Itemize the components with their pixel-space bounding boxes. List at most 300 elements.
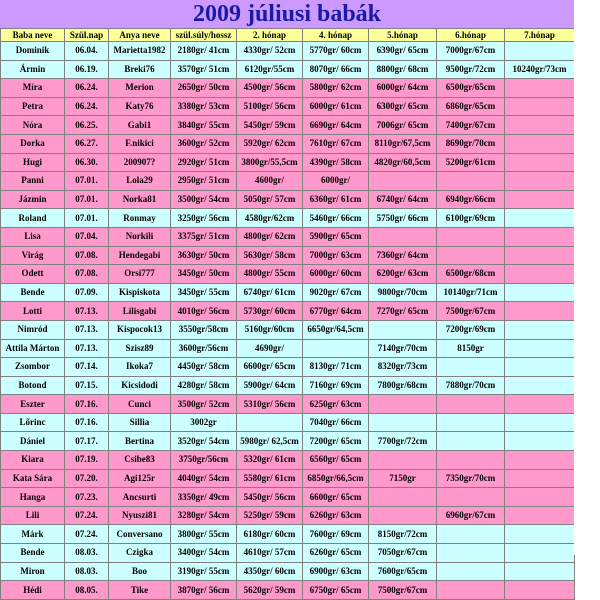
- cell-birthday[interactable]: 06.30.: [65, 153, 109, 172]
- cell-month-2[interactable]: 5160gr/60cm: [237, 320, 303, 339]
- cell-month-4[interactable]: 6260gr/ 65cm: [303, 544, 369, 563]
- cell-month-4[interactable]: 5770gr/ 60cm: [303, 42, 369, 61]
- cell-name[interactable]: Roland: [1, 209, 65, 228]
- table-row: [1, 134, 575, 153]
- cell-birthday[interactable]: 08.03.: [65, 544, 109, 563]
- cell-month-2[interactable]: 6600gr/ 65cm: [237, 358, 303, 377]
- cell-birth-weight[interactable]: 3500gr/ 54cm: [171, 190, 237, 209]
- cell-mother[interactable]: Csibe83: [109, 451, 171, 470]
- cell-month-2[interactable]: 6740gr/ 61cm: [237, 283, 303, 302]
- cell-month-6[interactable]: 8690gr/70cm: [437, 134, 505, 153]
- cell-mother[interactable]: Kicsidodi: [109, 376, 171, 395]
- cell-birth-weight[interactable]: 2920gr/ 51cm: [171, 153, 237, 172]
- cell-mother[interactable]: Hendegabi: [109, 246, 171, 265]
- cell-birthday[interactable]: 07.23.: [65, 488, 109, 507]
- cell-mother[interactable]: Orsi777: [109, 265, 171, 284]
- cell-month-7[interactable]: [505, 283, 575, 302]
- cell-birth-weight[interactable]: 3600gr/56cm: [171, 339, 237, 358]
- cell-month-7[interactable]: [505, 246, 575, 265]
- cell-birthday[interactable]: 06.24.: [65, 79, 109, 98]
- cell-birth-weight[interactable]: 3380gr/ 53cm: [171, 97, 237, 116]
- cell-birth-weight[interactable]: 3600gr/ 52cm: [171, 134, 237, 153]
- cell-month-7[interactable]: [505, 153, 575, 172]
- cell-name[interactable]: Márk: [1, 525, 65, 544]
- cell-birth-weight[interactable]: 3550gr/58cm: [171, 320, 237, 339]
- cell-month-4[interactable]: 6600gr/ 65cm: [303, 488, 369, 507]
- cell-name[interactable]: Kiara: [1, 451, 65, 470]
- cell-month-7[interactable]: [505, 339, 575, 358]
- cell-month-2[interactable]: 4580gr/62cm: [237, 209, 303, 228]
- cell-month-7[interactable]: [505, 581, 575, 600]
- cell-mother[interactable]: Cunci: [109, 395, 171, 414]
- cell-month-2[interactable]: 5100gr/ 56cm: [237, 97, 303, 116]
- cell-mother[interactable]: Conversano: [109, 525, 171, 544]
- cell-month-4[interactable]: 6360gr/ 61cm: [303, 190, 369, 209]
- header-cell-month-2[interactable]: 2. hónap: [237, 29, 303, 42]
- cell-month-4[interactable]: 6770gr/ 64cm: [303, 302, 369, 321]
- table-row: [1, 339, 575, 358]
- cell-month-4[interactable]: 9020gr/ 67cm: [303, 283, 369, 302]
- cell-month-6[interactable]: [437, 413, 505, 432]
- cell-month-4[interactable]: [303, 339, 369, 358]
- cell-mother[interactable]: Sillia: [109, 413, 171, 432]
- cell-name[interactable]: Bende: [1, 283, 65, 302]
- cell-birthday[interactable]: 07.16.: [65, 413, 109, 432]
- cell-birthday[interactable]: 07.24.: [65, 506, 109, 525]
- cell-month-7[interactable]: [505, 79, 575, 98]
- cell-month-5[interactable]: 8320gr/73cm: [369, 358, 437, 377]
- cell-birthday[interactable]: 06.25.: [65, 116, 109, 135]
- table-row: [1, 451, 575, 470]
- cell-month-6[interactable]: 5200gr/61cm: [437, 153, 505, 172]
- cell-birth-weight[interactable]: 3800gr/ 55cm: [171, 525, 237, 544]
- cell-name[interactable]: Dániel: [1, 432, 65, 451]
- table-row: [1, 209, 575, 228]
- sheet-title: 2009 júliusi babák: [192, 1, 382, 27]
- cell-month-7[interactable]: [505, 544, 575, 563]
- cell-month-7[interactable]: [505, 488, 575, 507]
- cell-month-5[interactable]: 7700gr/72cm: [369, 432, 437, 451]
- cell-birthday[interactable]: 07.01.: [65, 190, 109, 209]
- cell-month-2[interactable]: 4600gr/: [237, 172, 303, 191]
- cell-birth-weight[interactable]: 3520gr/ 54cm: [171, 432, 237, 451]
- cell-month-2[interactable]: 5310gr/ 56cm: [237, 395, 303, 414]
- cell-birthday[interactable]: 07.01.: [65, 209, 109, 228]
- cell-mother[interactable]: Lilisgabi: [109, 302, 171, 321]
- cell-month-6[interactable]: [437, 544, 505, 563]
- cell-name[interactable]: Lőrinc: [1, 413, 65, 432]
- cell-birthday[interactable]: 07.13.: [65, 339, 109, 358]
- cell-mother[interactable]: Gabi1: [109, 116, 171, 135]
- cell-birth-weight[interactable]: 4040gr/ 54cm: [171, 469, 237, 488]
- cell-month-5[interactable]: 6390gr/ 65cm: [369, 42, 437, 61]
- table-row: [1, 283, 575, 302]
- cell-mother[interactable]: Lola29: [109, 172, 171, 191]
- cell-month-4[interactable]: 6750gr/ 65cm: [303, 581, 369, 600]
- cell-birth-weight[interactable]: 2180gr/ 41cm: [171, 42, 237, 61]
- title-bar: [0, 0, 600, 28]
- cell-month-6[interactable]: 8150gr: [437, 339, 505, 358]
- cell-birthday[interactable]: 07.19.: [65, 451, 109, 470]
- header-cell-month-5[interactable]: 5.hónap: [369, 29, 437, 42]
- cell-name[interactable]: Miron: [1, 562, 65, 581]
- cell-month-7[interactable]: [505, 209, 575, 228]
- cell-birthday[interactable]: 07.24.: [65, 525, 109, 544]
- cell-mother[interactable]: Breki76: [109, 60, 171, 79]
- cell-birth-weight[interactable]: 3630gr/ 50cm: [171, 246, 237, 265]
- cell-month-2[interactable]: 4610gr/ 57cm: [237, 544, 303, 563]
- cell-month-4[interactable]: 7040gr/ 66cm: [303, 413, 369, 432]
- cell-month-6[interactable]: 7500gr/67cm: [437, 302, 505, 321]
- cell-month-5[interactable]: 8150gr/72cm: [369, 525, 437, 544]
- cell-month-7[interactable]: [505, 562, 575, 581]
- cell-name[interactable]: Míra: [1, 79, 65, 98]
- table-row: [1, 172, 575, 191]
- cell-month-5[interactable]: [369, 488, 437, 507]
- cell-name[interactable]: Botond: [1, 376, 65, 395]
- cell-month-4[interactable]: 6000gr/ 60cm: [303, 265, 369, 284]
- cell-month-2[interactable]: [237, 413, 303, 432]
- cell-month-2[interactable]: 4330gr/ 52cm: [237, 42, 303, 61]
- cell-month-4[interactable]: 6650gr/64,5cm: [303, 320, 369, 339]
- cell-month-7[interactable]: [505, 227, 575, 246]
- cell-birthday[interactable]: 07.04.: [65, 227, 109, 246]
- cell-month-6[interactable]: [437, 358, 505, 377]
- cell-birth-weight[interactable]: 3250gr/ 56cm: [171, 209, 237, 228]
- table-row: [1, 469, 575, 488]
- cell-mother[interactable]: Merion: [109, 79, 171, 98]
- cell-birth-weight[interactable]: 3280gr/ 54cm: [171, 506, 237, 525]
- cell-name[interactable]: Dominik: [1, 42, 65, 61]
- cell-name[interactable]: Lisa: [1, 227, 65, 246]
- cell-month-7[interactable]: [505, 413, 575, 432]
- cell-mother[interactable]: Szisz89: [109, 339, 171, 358]
- cell-birth-weight[interactable]: 3450gr/ 50cm: [171, 265, 237, 284]
- cell-name[interactable]: Hanga: [1, 488, 65, 507]
- cell-month-2[interactable]: 5250gr/ 59cm: [237, 506, 303, 525]
- table-row: [1, 432, 575, 451]
- cell-month-4[interactable]: 7000gr/ 63cm: [303, 246, 369, 265]
- cell-month-6[interactable]: 7880gr/70cm: [437, 376, 505, 395]
- cell-month-5[interactable]: [369, 227, 437, 246]
- cell-birth-weight[interactable]: 3840gr/ 55cm: [171, 116, 237, 135]
- cell-birthday[interactable]: 07.01.: [65, 172, 109, 191]
- cell-mother[interactable]: Bertina: [109, 432, 171, 451]
- cell-birthday[interactable]: 06.04.: [65, 42, 109, 61]
- cell-birth-weight[interactable]: 4280gr/ 58cm: [171, 376, 237, 395]
- cell-month-4[interactable]: 8070gr/ 66cm: [303, 60, 369, 79]
- cell-month-5[interactable]: 7500gr/67cm: [369, 581, 437, 600]
- cell-month-2[interactable]: 6180gr/ 60cm: [237, 525, 303, 544]
- cell-month-5[interactable]: 8110gr/67,5cm: [369, 134, 437, 153]
- cell-month-6[interactable]: 10140gr/71cm: [437, 283, 505, 302]
- cell-month-7[interactable]: [505, 358, 575, 377]
- cell-mother[interactable]: Norka81: [109, 190, 171, 209]
- cell-month-5[interactable]: [369, 172, 437, 191]
- cell-month-5[interactable]: 7150gr: [369, 469, 437, 488]
- cell-month-5[interactable]: 7006gr/ 65cm: [369, 116, 437, 135]
- cell-month-6[interactable]: [437, 562, 505, 581]
- cell-name[interactable]: Ármin: [1, 60, 65, 79]
- cell-name[interactable]: Lotti: [1, 302, 65, 321]
- cell-mother[interactable]: Agi125r: [109, 469, 171, 488]
- cell-name[interactable]: Odett: [1, 265, 65, 284]
- cell-month-4[interactable]: 7200gr/ 65cm: [303, 432, 369, 451]
- cell-name[interactable]: Eszter: [1, 395, 65, 414]
- cell-month-4[interactable]: 8130gr/ 71cm: [303, 358, 369, 377]
- cell-month-6[interactable]: [437, 451, 505, 470]
- cell-month-5[interactable]: [369, 413, 437, 432]
- cell-month-6[interactable]: [437, 488, 505, 507]
- cell-name[interactable]: Hédi: [1, 581, 65, 600]
- cell-month-6[interactable]: 7400gr/67cm: [437, 116, 505, 135]
- header-cell-month-4[interactable]: 4. hónap: [303, 29, 369, 42]
- cell-mother[interactable]: F.nikici: [109, 134, 171, 153]
- cell-name[interactable]: Jázmin: [1, 190, 65, 209]
- cell-birthday[interactable]: 07.15.: [65, 376, 109, 395]
- cell-month-6[interactable]: [437, 525, 505, 544]
- cell-month-6[interactable]: [437, 227, 505, 246]
- cell-month-4[interactable]: 6000gr/ 61cm: [303, 97, 369, 116]
- cell-month-2[interactable]: 3800gr/55,5cm: [237, 153, 303, 172]
- table-row: [1, 42, 575, 61]
- cell-month-7[interactable]: [505, 265, 575, 284]
- cell-month-7[interactable]: [505, 395, 575, 414]
- cell-birth-weight[interactable]: 3450gr/ 55cm: [171, 283, 237, 302]
- cell-birthday[interactable]: 07.20.: [65, 469, 109, 488]
- table-row: [1, 376, 575, 395]
- cell-mother[interactable]: Kispocok13: [109, 320, 171, 339]
- cell-birthday[interactable]: 07.13.: [65, 320, 109, 339]
- cell-month-5[interactable]: 8800gr/ 68cm: [369, 60, 437, 79]
- cell-birthday[interactable]: 07.08.: [65, 265, 109, 284]
- cell-month-2[interactable]: 6120gr/55cm: [237, 60, 303, 79]
- cell-name[interactable]: Nimród: [1, 320, 65, 339]
- cell-month-6[interactable]: 6960gr/67cm: [437, 506, 505, 525]
- cell-month-4[interactable]: 4390gr/ 58cm: [303, 153, 369, 172]
- cell-mother[interactable]: Czigka: [109, 544, 171, 563]
- cell-birthday[interactable]: 08.05.: [65, 581, 109, 600]
- cell-month-6[interactable]: 7200gr/69cm: [437, 320, 505, 339]
- cell-month-7[interactable]: [505, 469, 575, 488]
- cell-month-5[interactable]: 4820gr/60,5cm: [369, 153, 437, 172]
- cell-month-4[interactable]: 6850gr/66,5cm: [303, 469, 369, 488]
- cell-mother[interactable]: Ancsurti: [109, 488, 171, 507]
- cell-month-4[interactable]: 5800gr/ 62cm: [303, 79, 369, 98]
- cell-mother[interactable]: Nyuszi81: [109, 506, 171, 525]
- cell-birth-weight[interactable]: 2650gr/ 50cm: [171, 79, 237, 98]
- cell-mother[interactable]: Kispiskota: [109, 283, 171, 302]
- cell-month-2[interactable]: 4800gr/ 62cm: [237, 227, 303, 246]
- empty-column-area: [574, 28, 600, 555]
- cell-month-6[interactable]: 7350gr/70cm: [437, 469, 505, 488]
- cell-month-4[interactable]: 6690gr/ 64cm: [303, 116, 369, 135]
- cell-month-4[interactable]: 6900gr/ 63cm: [303, 562, 369, 581]
- cell-birthday[interactable]: 07.08.: [65, 246, 109, 265]
- cell-month-5[interactable]: 7270gr/ 65cm: [369, 302, 437, 321]
- cell-birth-weight[interactable]: 4450gr/ 58cm: [171, 358, 237, 377]
- cell-birthday[interactable]: 06.24.: [65, 97, 109, 116]
- cell-birthday[interactable]: 06.27.: [65, 134, 109, 153]
- cell-name[interactable]: Bende: [1, 544, 65, 563]
- cell-month-7[interactable]: [505, 506, 575, 525]
- cell-birth-weight[interactable]: 4010gr/ 56cm: [171, 302, 237, 321]
- table-row: [1, 544, 575, 563]
- table-row: [1, 60, 575, 79]
- cell-month-2[interactable]: 5920gr/ 62cm: [237, 134, 303, 153]
- cell-month-2[interactable]: 4500gr/ 56cm: [237, 79, 303, 98]
- table-row: [1, 79, 575, 98]
- cell-month-7[interactable]: [505, 116, 575, 135]
- cell-month-2[interactable]: 4350gr/ 60cm: [237, 562, 303, 581]
- cell-name[interactable]: Virág: [1, 246, 65, 265]
- cell-month-5[interactable]: 5750gr/ 66cm: [369, 209, 437, 228]
- cell-month-7[interactable]: [505, 432, 575, 451]
- cell-month-5[interactable]: 9800gr/70cm: [369, 283, 437, 302]
- cell-month-6[interactable]: [437, 172, 505, 191]
- table-row: [1, 488, 575, 507]
- header-cell-birth-weight[interactable]: szül.súly/hossz: [171, 29, 237, 42]
- cell-birthday[interactable]: 07.13.: [65, 302, 109, 321]
- cell-month-5[interactable]: 7140gr/70cm: [369, 339, 437, 358]
- cell-birth-weight[interactable]: 3870gr/ 56cm: [171, 581, 237, 600]
- cell-month-6[interactable]: 6860gr/65cm: [437, 97, 505, 116]
- cell-mother[interactable]: Tike: [109, 581, 171, 600]
- cell-birth-weight[interactable]: 3400gr/ 54cm: [171, 544, 237, 563]
- cell-month-7[interactable]: 10240gr/73cm: [505, 60, 575, 79]
- cell-month-4[interactable]: 6250gr/ 63cm: [303, 395, 369, 414]
- cell-month-4[interactable]: 5460gr/ 66cm: [303, 209, 369, 228]
- header-cell-name[interactable]: Baba neve: [1, 29, 65, 42]
- cell-birth-weight[interactable]: 3500gr/ 52cm: [171, 395, 237, 414]
- cell-month-4[interactable]: 7610gr/ 67cm: [303, 134, 369, 153]
- cell-month-5[interactable]: 7360gr/ 64cm: [369, 246, 437, 265]
- cell-name[interactable]: Panni: [1, 172, 65, 191]
- table-row: [1, 116, 575, 135]
- cell-month-5[interactable]: 6000gr/ 64cm: [369, 79, 437, 98]
- cell-birth-weight[interactable]: 3350gr/ 49cm: [171, 488, 237, 507]
- cell-month-4[interactable]: 6560gr/ 65cm: [303, 451, 369, 470]
- cell-month-6[interactable]: [437, 395, 505, 414]
- cell-name[interactable]: Nóra: [1, 116, 65, 135]
- cell-month-7[interactable]: [505, 376, 575, 395]
- cell-name[interactable]: Hugi: [1, 153, 65, 172]
- cell-name[interactable]: Attila Márton: [1, 339, 65, 358]
- cell-month-2[interactable]: 4800gr/ 55cm: [237, 265, 303, 284]
- header-cell-month-7[interactable]: 7.hónap: [505, 29, 575, 42]
- cell-name[interactable]: Zsombor: [1, 358, 65, 377]
- cell-birthday[interactable]: 08.03.: [65, 562, 109, 581]
- cell-month-6[interactable]: 6500gr/68cm: [437, 265, 505, 284]
- cell-month-6[interactable]: 6940gr/66cm: [437, 190, 505, 209]
- cell-month-5[interactable]: [369, 451, 437, 470]
- cell-month-4[interactable]: 5900gr/ 65cm: [303, 227, 369, 246]
- header-cell-birthday[interactable]: Szül.nap: [65, 29, 109, 42]
- cell-month-7[interactable]: [505, 451, 575, 470]
- cell-birthday[interactable]: 07.17.: [65, 432, 109, 451]
- cell-month-7[interactable]: [505, 190, 575, 209]
- cell-month-7[interactable]: [505, 134, 575, 153]
- cell-month-5[interactable]: 7600gr/65cm: [369, 562, 437, 581]
- cell-mother[interactable]: Boo: [109, 562, 171, 581]
- cell-month-4[interactable]: 7160gr/ 69cm: [303, 376, 369, 395]
- cell-month-7[interactable]: [505, 302, 575, 321]
- cell-month-2[interactable]: 5980gr/ 62,5cm: [237, 432, 303, 451]
- cell-name[interactable]: Kata Sára: [1, 469, 65, 488]
- header-cell-month-6[interactable]: 6.hónap: [437, 29, 505, 42]
- cell-name[interactable]: Lili: [1, 506, 65, 525]
- header-cell-mother[interactable]: Anya neve: [109, 29, 171, 42]
- cell-month-5[interactable]: 6740gr/ 64cm: [369, 190, 437, 209]
- cell-month-4[interactable]: 6260gr/ 63cm: [303, 506, 369, 525]
- table-row: [1, 302, 575, 321]
- cell-month-6[interactable]: 7000gr/67cm: [437, 42, 505, 61]
- cell-month-6[interactable]: 6500gr/65cm: [437, 79, 505, 98]
- cell-month-6[interactable]: [437, 246, 505, 265]
- cell-mother[interactable]: 200907?: [109, 153, 171, 172]
- cell-birthday[interactable]: 07.14.: [65, 358, 109, 377]
- cell-birth-weight[interactable]: 3375gr/ 51cm: [171, 227, 237, 246]
- cell-name[interactable]: Dorka: [1, 134, 65, 153]
- cell-name[interactable]: Petra: [1, 97, 65, 116]
- cell-mother[interactable]: Ikoka7: [109, 358, 171, 377]
- cell-birth-weight[interactable]: 3190gr/ 55cm: [171, 562, 237, 581]
- cell-birth-weight[interactable]: 3570gr/ 51cm: [171, 60, 237, 79]
- cell-mother[interactable]: Ronmay: [109, 209, 171, 228]
- cell-mother[interactable]: Marietta1982: [109, 42, 171, 61]
- cell-month-5[interactable]: [369, 506, 437, 525]
- cell-month-2[interactable]: 5450gr/ 56cm: [237, 488, 303, 507]
- table-row: [1, 246, 575, 265]
- cell-month-6[interactable]: [437, 432, 505, 451]
- cell-month-2[interactable]: 5730gr/ 60cm: [237, 302, 303, 321]
- cell-month-7[interactable]: [505, 172, 575, 191]
- cell-month-2[interactable]: 5320gr/ 61cm: [237, 451, 303, 470]
- cell-month-7[interactable]: [505, 97, 575, 116]
- cell-month-5[interactable]: [369, 320, 437, 339]
- cell-mother[interactable]: Katy76: [109, 97, 171, 116]
- cell-month-5[interactable]: 7050gr/67cm: [369, 544, 437, 563]
- cell-month-2[interactable]: 4690gr/: [237, 339, 303, 358]
- cell-birth-weight[interactable]: 2950gr/ 51cm: [171, 172, 237, 191]
- cell-month-2[interactable]: 5630gr/ 58cm: [237, 246, 303, 265]
- cell-month-5[interactable]: 7800gr/68cm: [369, 376, 437, 395]
- cell-month-6[interactable]: 9500gr/72cm: [437, 60, 505, 79]
- cell-month-6[interactable]: 6100gr/69cm: [437, 209, 505, 228]
- cell-month-2[interactable]: 5450gr/ 59cm: [237, 116, 303, 135]
- cell-birth-weight[interactable]: 3750gr/56cm: [171, 451, 237, 470]
- cell-birthday[interactable]: 07.16.: [65, 395, 109, 414]
- cell-month-7[interactable]: [505, 525, 575, 544]
- cell-month-4[interactable]: 7600gr/ 69cm: [303, 525, 369, 544]
- table-row: [1, 190, 575, 209]
- cell-birthday[interactable]: 06.19.: [65, 60, 109, 79]
- cell-birthday[interactable]: 07.09.: [65, 283, 109, 302]
- cell-month-5[interactable]: 6300gr/ 65cm: [369, 97, 437, 116]
- cell-month-7[interactable]: [505, 320, 575, 339]
- cell-month-2[interactable]: 5900gr/ 64cm: [237, 376, 303, 395]
- cell-month-5[interactable]: [369, 395, 437, 414]
- cell-month-2[interactable]: 5050gr/ 57cm: [237, 190, 303, 209]
- cell-mother[interactable]: Norkili: [109, 227, 171, 246]
- cell-month-7[interactable]: [505, 42, 575, 61]
- cell-month-5[interactable]: 6200gr/ 63cm: [369, 265, 437, 284]
- cell-month-2[interactable]: 5620gr/ 59cm: [237, 581, 303, 600]
- cell-month-2[interactable]: 5580gr/ 61cm: [237, 469, 303, 488]
- cell-month-6[interactable]: [437, 581, 505, 600]
- cell-month-4[interactable]: 6000gr/: [303, 172, 369, 191]
- cell-birth-weight[interactable]: 3002gr: [171, 413, 237, 432]
